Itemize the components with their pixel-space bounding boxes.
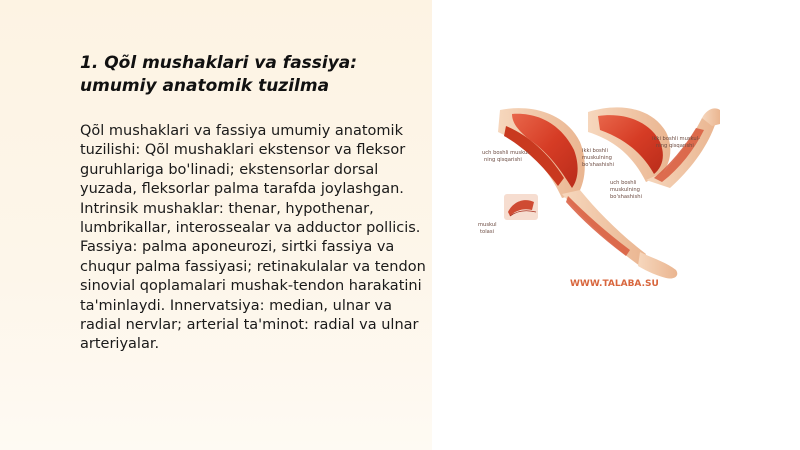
label-triceps-relaxation-2: muskulning: [610, 187, 640, 193]
left-arm-forearm: [562, 190, 646, 266]
label-biceps-relaxation-2: muskulning: [582, 155, 612, 161]
label-triceps-contraction-2: ning qisqarishi: [484, 157, 522, 163]
left-hand: [638, 252, 677, 279]
label-triceps-relaxation-3: bo'shashishi: [610, 194, 642, 200]
slide-title: 1. Qõl mushaklari va fassiya: umumiy anatomik tuzilma: [80, 53, 358, 96]
label-biceps-contraction-2: ning qisqarishi: [656, 143, 694, 149]
label-muscle-fiber-2: tolasi: [480, 229, 494, 235]
label-triceps-relaxation: uch boshli: [610, 180, 637, 186]
label-biceps-relaxation-3: bo'shashishi: [582, 162, 614, 168]
label-biceps-contraction: ikki boshli muskul-: [652, 136, 701, 142]
label-biceps-relaxation: ikki boshli: [582, 148, 608, 154]
arm-muscle-illustration: [470, 102, 722, 292]
watermark-text: WWW.TALABA.SU: [570, 279, 659, 289]
muscle-fiber-inset: [504, 194, 538, 220]
label-muscle-fiber: muskul: [478, 222, 497, 228]
label-triceps-contraction: uch boshli muskul-: [482, 150, 531, 156]
left-arm-forearm-muscle: [566, 196, 630, 256]
slide-body-text: Qõl mushaklari va fassiya umumiy anatomik tuzilishi: Qõl mushaklari ekstensor va fleksor guruhlariga bo'linadi; ekstensorlar dorsal yuzada, fleksorlar palma tarafda joylashgan. Intrinsik mushaklar: thenar, hypothenar, lumbrikallar, interossealar va adductor pollicis. Fassiya: palma aponeurozi, sirtki fassiya va chuqur palma fassiyasi; retinakulalar va tendon sinovial qoplamalari mushak-tendon harakatini ta'minlaydi. Innervatsiya: median, ulnar va radial nervlar; arterial ta'minot: radial va ulnar arteriyalar.: [80, 123, 426, 353]
